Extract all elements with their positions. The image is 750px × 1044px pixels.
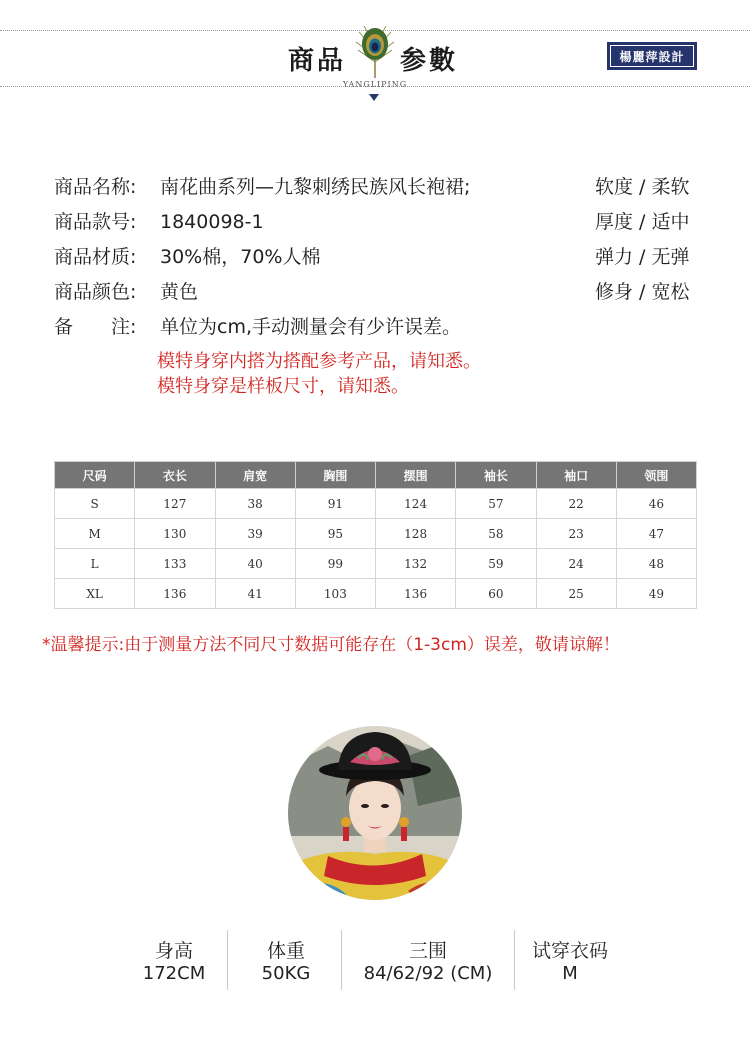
info-label: 商品颜色: [54,281,137,303]
size-table-header: 衣长 [135,462,215,489]
model-weight-value: 50KG [261,963,311,984]
table-cell: 22 [536,489,616,519]
note-red-line-1: 模特身穿内搭为搭配参考产品，请知悉。 [157,351,481,372]
prop-elasticity: 弹力 / 无弹 [595,246,690,268]
info-row-name [54,172,470,199]
down-triangle-icon [369,94,379,101]
model-measurements-value: 84/62/92 (CM) [363,963,493,984]
brand-seal: 楊麗萍設計 [607,42,697,70]
table-cell: 133 [135,549,215,579]
model-height-label: 身高 [154,940,193,962]
table-cell: 136 [135,579,215,609]
table-cell: 136 [376,579,456,609]
table-cell: M [55,519,135,549]
size-table-header: 胸围 [295,462,375,489]
table-cell: 49 [616,579,696,609]
info-row-code [54,207,264,234]
info-row-color [54,277,198,304]
info-value: 南花曲系列—九黎刺绣民族风长袍裙; [160,176,471,198]
measurement-warning: *温馨提示:由于测量方法不同尺寸数据可能存在（1-3cm）误差，敬请谅解！ [42,635,620,655]
table-cell: 124 [376,489,456,519]
info-label: 商品款号: [54,211,137,233]
table-cell: 58 [456,519,536,549]
info-value: 30%棉，70%人棉 [160,246,321,268]
table-cell: 60 [456,579,536,609]
table-cell: 25 [536,579,616,609]
info-label: 备 注: [54,316,137,338]
stat-divider [341,930,342,990]
info-row-note [54,312,461,339]
table-cell: 48 [616,549,696,579]
peacock-feather-icon [350,22,400,80]
info-value: 黄色 [160,281,199,303]
table-row [55,489,697,519]
table-cell: 130 [135,519,215,549]
size-table-header: 袖长 [456,462,536,489]
table-cell: 127 [135,489,215,519]
size-table-header: 尺码 [55,462,135,489]
table-row [55,579,697,609]
info-label: 商品材质: [54,246,137,268]
size-table-header: 领围 [616,462,696,489]
model-photo [288,726,462,900]
table-cell: 132 [376,549,456,579]
table-cell: 47 [616,519,696,549]
size-table-header: 袖口 [536,462,616,489]
table-cell: 40 [215,549,295,579]
note-red-line-2: 模特身穿是样板尺寸，请知悉。 [157,376,409,397]
table-cell: 103 [295,579,375,609]
size-table [54,461,697,609]
info-value: 1840098-1 [160,211,264,233]
table-row [55,519,697,549]
prop-thickness: 厚度 / 适中 [595,211,690,233]
brand-subtitle: YANGLIPING [342,80,408,89]
table-cell: 38 [215,489,295,519]
table-cell: 24 [536,549,616,579]
stat-divider [227,930,228,990]
model-height-value: 172CM [142,963,206,984]
prop-softness: 软度 / 柔软 [595,176,690,198]
table-cell: 57 [456,489,536,519]
model-measurements-label: 三围 [408,940,447,962]
model-size [524,936,616,984]
table-cell: 99 [295,549,375,579]
model-weight [250,936,322,984]
size-table-header-row [55,462,697,489]
table-cell: XL [55,579,135,609]
table-cell: L [55,549,135,579]
table-row [55,549,697,579]
model-size-label: 试穿衣码 [531,940,608,962]
info-value: 单位为cm,手动测量会有少许误差。 [160,316,461,338]
table-cell: 41 [215,579,295,609]
info-row-material [54,242,320,269]
model-height [138,936,210,984]
table-cell: 46 [616,489,696,519]
model-weight-label: 体重 [266,940,305,962]
table-cell: 59 [456,549,536,579]
prop-fit: 修身 / 宽松 [595,281,690,303]
table-cell: 128 [376,519,456,549]
page-title-right: 参數 [400,46,459,76]
table-cell: 39 [215,519,295,549]
stat-divider [514,930,515,990]
info-label: 商品名称: [54,176,137,198]
model-size-value: M [562,963,578,984]
model-measurements [355,936,501,984]
page-title-left: 商品 [288,46,347,76]
table-cell: S [55,489,135,519]
table-cell: 95 [295,519,375,549]
table-cell: 91 [295,489,375,519]
size-table-header: 摆围 [376,462,456,489]
size-table-header: 肩宽 [215,462,295,489]
table-cell: 23 [536,519,616,549]
